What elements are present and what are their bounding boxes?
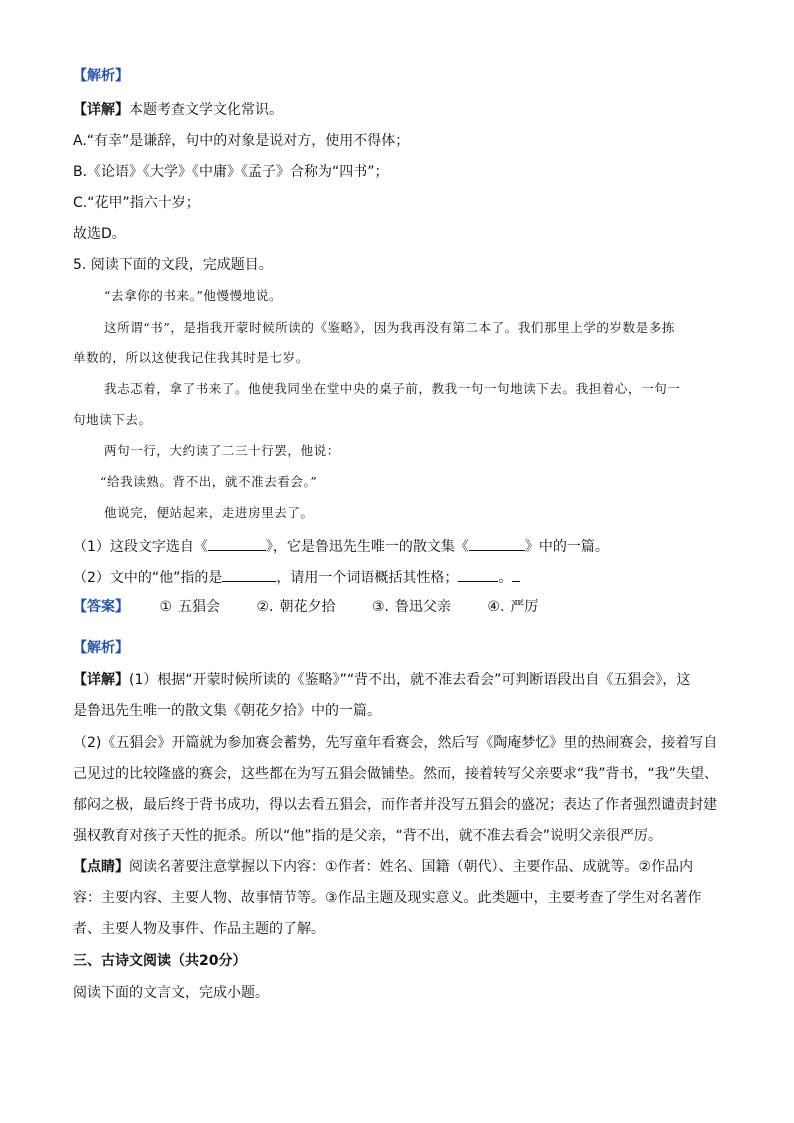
section-heading: 三、古诗文阅读（共20分） (73, 953, 247, 969)
commentary-label: 【点睛】 (73, 859, 129, 875)
passage-line: 这所谓“书”，是指我开蒙时候所读的《鉴略》，因为我再没有第二本了。我们那里上学的岁数是多拣 (104, 320, 676, 335)
detail-line: 强权教育对孩子天性的扼杀。所以“他”指的是父亲，“背不出，就不准去看会”说明父亲很严厉。 (73, 828, 663, 844)
detail-line: （2)《五猖会》开篇就为参加赛会蓄势，先写童年看赛会，然后写《陶庵梦忆》里的热闹赛会，接着写自 (73, 735, 718, 751)
answer-item: ②. 朝花夕拾 (256, 599, 336, 615)
answer-item: ① 五猖会 (159, 599, 221, 615)
passage-line: 我忐忑着，拿了书来了。他使我同坐在堂中央的桌子前，教我一句一句地读下去。我担着心，一句一 (104, 381, 681, 396)
analysis-label: 【解析】 (73, 640, 129, 656)
passage-line: 单数的，所以这使我记住我其时是七岁。 (73, 350, 309, 365)
option-c: C.“花甲”指六十岁； (73, 195, 200, 211)
detail-line (73, 100, 283, 120)
option-a: A.“有幸”是谦辞，句中的对象是说对方，使用不得体； (73, 133, 410, 149)
detail-label: 【详解】 (73, 672, 129, 688)
answer-label: 【答案】 (73, 599, 129, 615)
question-heading: 5. 阅读下面的文段，完成题目。 (73, 257, 273, 273)
detail-line: 是鲁迅先生唯一的散文集《朝花夕拾》中的一篇。 (73, 703, 381, 719)
commentary-line: 者、主要人物及事件、作品主题的了解。 (73, 921, 325, 937)
answer-blank (222, 566, 276, 582)
passage-line: “去拿你的书来。”他慢慢地说。 (104, 288, 283, 303)
choice-conclusion: 故选D。 (73, 226, 126, 242)
section-instruction: 阅读下面的文言文，完成小题。 (73, 985, 269, 1001)
sub-question-2: （2）文中的“他”指的是 ，请用一个词语概括其性格； 。 (73, 566, 520, 588)
answer-item: ④. 严厉 (487, 599, 539, 615)
detail-line: 己见过的比较隆盛的赛会，这些都在为写五猖会做铺垫。然而，接着转写父亲要求“我”背书，“我”失望、 (73, 766, 719, 782)
commentary-line: 容：主要内容、主要人物、故事情节等。③作品主题及现实意义。此类题中，主要考查了学生对名著作 (73, 890, 702, 906)
answer-blank (469, 535, 525, 551)
detail-label: 【详解】 (73, 102, 129, 118)
answer-blank (458, 566, 498, 582)
passage-line: “给我读熟。背不出，就不准去看会。” (100, 474, 318, 489)
option-b: B.《论语》《大学》《中庸》《孟子》合称为“四书”； (73, 164, 389, 180)
answer-line (73, 597, 538, 617)
sub-question-1: （1）这段文字选自《 》，它是鲁迅先生唯一的散文集《 》中的一篇。 (73, 535, 609, 557)
detail-text: 本题考查文学文化常识。 (129, 102, 283, 118)
commentary-line: 【点睛】阅读名著要注意掌握以下内容：①作者：姓名、国籍（朝代）、主要作品、成就等。②作品内 (73, 859, 694, 875)
analysis-label: 【解析】 (73, 68, 129, 84)
answer-item: ③. 鲁迅父亲 (371, 599, 451, 615)
passage-line: 句地读下去。 (73, 412, 152, 427)
answer-blank (208, 535, 266, 551)
passage-line: 他说完，便站起来，走进房里去了。 (104, 505, 314, 520)
detail-line: 【详解】(1）根据“开蒙时候所读的《鉴略》”“背不出，就不准去看会”可判断语段出自《五猖会》，这 (73, 672, 691, 688)
passage-line: 两句一行，大约读了二三十行罢，他说： (104, 443, 340, 458)
detail-line: 郁闷之极，最后终于背书成功，得以去看五猖会，而作者并没写五猖会的盛况；表达了作者强烈谴责封建 (73, 797, 717, 813)
